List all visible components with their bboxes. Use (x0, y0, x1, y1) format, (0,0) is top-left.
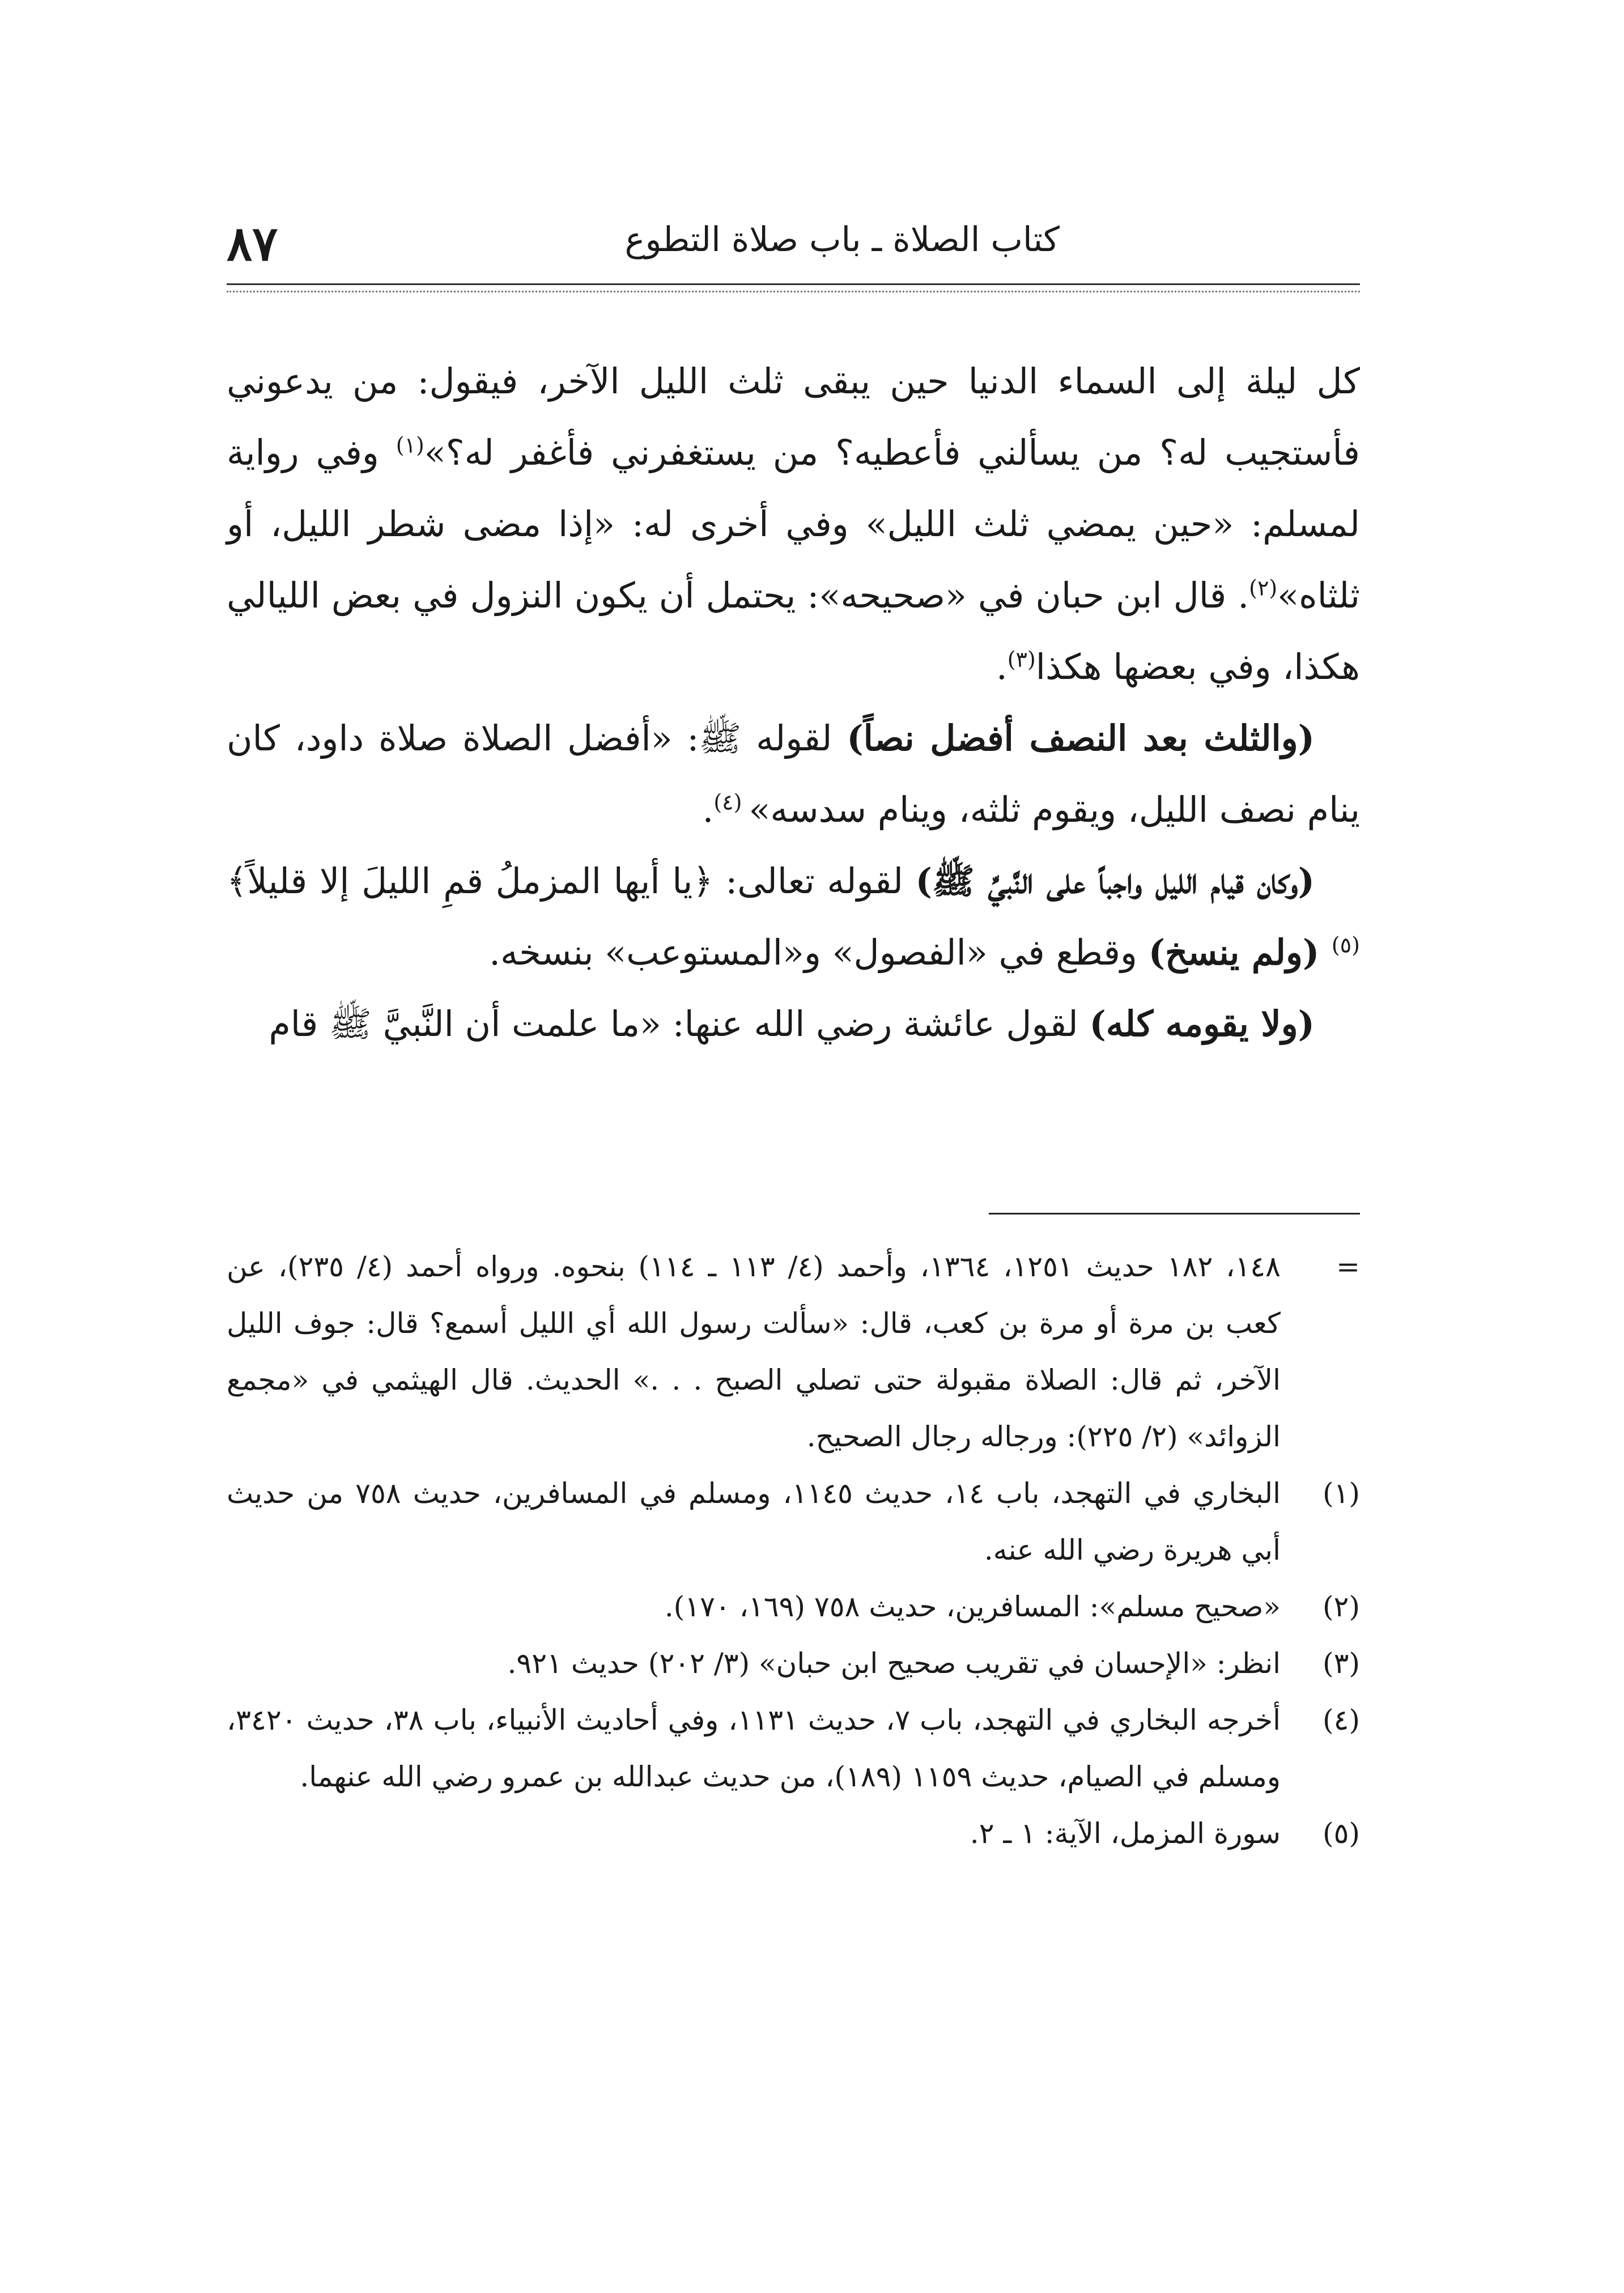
paragraph-text: . (996, 646, 1007, 687)
footnote-4 (227, 1692, 1360, 1805)
paragraph-text: لقوله تعالى: ﴿يا أيها المزملُ قمِ الليلَ إلا قليلاً﴾ (227, 860, 916, 902)
footnote-3 (227, 1635, 1360, 1692)
main-text (227, 346, 1360, 1060)
footnote-ref-5[interactable]: (٥) (1331, 932, 1360, 958)
lemma: (وكان قيام الليل واجباً على النَّبيِّ ﷺ) (915, 860, 1315, 902)
footnote-marker: (٢) (1323, 1590, 1360, 1623)
footnote-marker: = (1336, 1250, 1360, 1283)
footnote-ref-1[interactable]: (١) (396, 432, 424, 458)
page-number: ٨٧ (227, 215, 278, 271)
footnote-text: أخرجه البخاري في التهجد، باب ٧، حديث ١١٣١، وفي أحاديث الأنبياء، باب ٣٨، حديث ٣٤٢٠، ومسلم في الصيام، حديث ١١٥٩ (١٨٩)، من حديث عبدالله بن عمرو رضي الله عنهما. (227, 1704, 1281, 1793)
lemma: (ولا يقومه كله) (1089, 1003, 1315, 1044)
paragraph-3 (227, 846, 1360, 988)
footnote-marker: (١) (1323, 1477, 1360, 1510)
paragraph-text: وفي رواية لمسلم: «حين يمضي ثلث الليل» وفي أخرى له: «إذا مضى شطر الليل، أو ثلثاه» (227, 432, 1360, 616)
lemma: (ولم ينسخ) (1148, 932, 1332, 973)
footnote-marker: (٣) (1323, 1647, 1360, 1680)
footnote-text: انظر: «الإحسان في تقريب صحيح ابن حبان» (٣/ ٢٠٢) حديث ٩٢١. (507, 1647, 1281, 1680)
lemma: (والثلث بعد النصف أفضل نصاً) (847, 717, 1315, 759)
footnote-text: «صحيح مسلم»: المسافرين، حديث ٧٥٨ (١٦٩، ١٧٠). (664, 1590, 1281, 1623)
footnotes (227, 1238, 1360, 1862)
footnote-continued (227, 1238, 1360, 1465)
paragraph-text: كل ليلة إلى السماء الدنيا حين يبقى ثلث الليل الآخر، فيقول: من يدعوني فأستجيب له؟ من يسألني فأعطيه؟ من يستغفرني فأغفر له؟» (227, 360, 1360, 473)
paragraph-text: . (702, 789, 714, 830)
paragraph-1 (227, 346, 1360, 703)
footnote-1 (227, 1465, 1360, 1578)
footnote-ref-2[interactable]: (٢) (1249, 575, 1278, 601)
paragraph-text: لقول عائشة رضي الله عنها: «ما علمت أن النَّبيَّ ﷺ قام (269, 1003, 1090, 1044)
footnote-ref-4[interactable]: (٤) (713, 789, 749, 815)
running-header (227, 215, 1360, 278)
footnote-ref-3[interactable]: (٣) (1007, 647, 1036, 672)
paragraph-4 (227, 988, 1360, 1060)
footnote-marker: (٥) (1323, 1817, 1360, 1850)
paragraph-2 (227, 703, 1360, 846)
footnote-marker: (٤) (1323, 1704, 1360, 1736)
footnote-separator (989, 1213, 1360, 1215)
footnote-2 (227, 1578, 1360, 1635)
running-title: كتاب الصلاة ـ باب صلاة التطوع (624, 220, 1060, 260)
footnote-text: البخاري في التهجد، باب ١٤، حديث ١١٤٥، ومسلم في المسافرين، حديث ٧٥٨ من حديث أبي هريرة رضي الله عنه. (227, 1477, 1281, 1566)
footnote-text: سورة المزمل، الآية: ١ ـ ٢. (970, 1817, 1281, 1850)
paragraph-text: لقوله ﷺ: «أفضل الصلاة صلاة داود، كان ينام نصف الليل، ويقوم ثلثه، وينام سدسه» (227, 717, 1360, 830)
paragraph-text: وقطع في «الفصول» و«المستوعب» بنسخه. (489, 932, 1149, 973)
footnote-text: ١٤٨، ١٨٢ حديث ١٢٥١، ١٣٦٤، وأحمد (٤/ ١١٣ ـ ١١٤) بنحوه. ورواه أحمد (٤/ ٢٣٥)، عن كعب بن مرة أو مرة بن كعب، قال: «سألت رسول الله أي الليل أسمع؟ قال: جوف الليل الآخر، ثم قال: الصلاة مقبولة حتى تصلي الصبح . . .» الحديث. قال الهيثمي في «مجمع الزوائد» (٢/ ٢٢٥): ورجاله رجال الصحيح. (227, 1250, 1281, 1453)
footnote-5 (227, 1805, 1360, 1862)
header-rule (227, 283, 1360, 292)
paragraph-text: . قال ابن حبان في «صحيحه»: يحتمل أن يكون النزول في بعض الليالي هكذا، وفي بعضها هكذا (227, 575, 1360, 687)
